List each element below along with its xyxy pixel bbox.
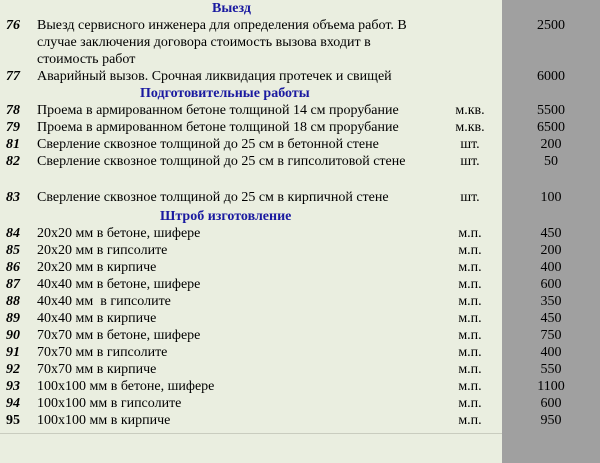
row-description: Проема в армированном бетоне толщиной 14 см прорубание (37, 103, 399, 118)
row-unit: м.п. (458, 260, 482, 275)
row-description: 70х70 мм в кирпиче (37, 362, 157, 377)
row-number: 81 (6, 137, 20, 152)
table-row (0, 310, 600, 327)
row-price: 450 (540, 311, 562, 326)
row-number: 83 (6, 190, 20, 205)
section-title: Штроб изготовление (160, 209, 292, 224)
row-price: 600 (540, 277, 562, 292)
row-price: 2500 (537, 18, 565, 33)
table-row (0, 68, 600, 85)
row-description: 20х20 мм в кирпиче (37, 260, 157, 275)
row-price: 450 (540, 226, 562, 241)
section-title: Выезд (212, 1, 251, 16)
row-description: Сверление сквозное толщиной до 25 см в бетонной стене (37, 137, 379, 152)
row-number: 84 (6, 226, 20, 241)
row-description: 100х100 мм в кирпиче (37, 413, 171, 428)
table-row (0, 412, 600, 429)
row-unit: м.п. (458, 362, 482, 377)
row-description: Сверление сквозное толщиной до 25 см в кирпичной стене (37, 190, 389, 205)
row-price: 200 (540, 243, 562, 258)
row-description: 70х70 мм в гипсолите (37, 345, 168, 360)
table-row (0, 378, 600, 395)
bottom-divider (0, 433, 502, 434)
row-unit: шт. (460, 154, 480, 169)
table-row (0, 327, 600, 344)
row-number: 78 (6, 103, 20, 118)
table-row (0, 361, 600, 378)
row-description: 20х20 мм в бетоне, шифере (37, 226, 201, 241)
row-unit: м.кв. (455, 120, 485, 135)
row-number: 77 (6, 69, 20, 84)
row-price: 400 (540, 260, 562, 275)
row-price: 1100 (537, 379, 565, 394)
row-unit: шт. (460, 190, 480, 205)
table-row (0, 344, 600, 361)
row-price: 6500 (537, 120, 565, 135)
table-row (0, 187, 600, 208)
row-unit: м.п. (458, 345, 482, 360)
row-price: 550 (540, 362, 562, 377)
row-number: 94 (6, 396, 20, 411)
row-unit: м.п. (458, 379, 482, 394)
table-row (0, 17, 600, 68)
row-unit: м.п. (458, 396, 482, 411)
section-heading-visit (0, 0, 600, 17)
table-row (0, 242, 600, 259)
row-price: 350 (540, 294, 562, 309)
row-description: Проема в армированном бетоне толщиной 18 см прорубание (37, 120, 399, 135)
row-price: 600 (540, 396, 562, 411)
row-price: 200 (540, 137, 562, 152)
row-price: 950 (540, 413, 562, 428)
row-description: 70х70 мм в бетоне, шифере (37, 328, 201, 343)
row-description: Сверление сквозное толщиной до 25 см в гипсолитовой стене (37, 154, 406, 169)
row-price: 50 (544, 154, 558, 169)
row-unit: шт. (460, 137, 480, 152)
row-unit: м.п. (458, 311, 482, 326)
section-title: Подготовительные работы (140, 86, 310, 101)
row-number: 90 (6, 328, 20, 343)
row-description: 40х40 мм в бетоне, шифере (37, 277, 201, 292)
row-number: 87 (6, 277, 20, 292)
row-number: 76 (6, 18, 20, 33)
row-number: 79 (6, 120, 20, 135)
table-row (0, 276, 600, 293)
table-row (0, 119, 600, 136)
table-row (0, 153, 600, 187)
row-number: 88 (6, 294, 20, 309)
row-unit: м.п. (458, 413, 482, 428)
row-description: Выезд сервисного инженера для определения объема работ. В случае заключения договора стоимость вызова входит в стоимость работ (37, 18, 407, 67)
row-number: 85 (6, 243, 20, 258)
row-number: 92 (6, 362, 20, 377)
row-description: Аварийный вызов. Срочная ликвидация протечек и свищей (37, 69, 392, 84)
row-number: 95 (6, 413, 20, 428)
row-price: 100 (540, 190, 562, 205)
row-unit: м.п. (458, 328, 482, 343)
row-unit: м.п. (458, 243, 482, 258)
row-number: 86 (6, 260, 20, 275)
row-price: 400 (540, 345, 562, 360)
row-description: 40х40 мм в гипсолите (37, 294, 171, 309)
row-unit: м.кв. (455, 103, 485, 118)
table-row (0, 395, 600, 412)
row-unit: м.п. (458, 294, 482, 309)
row-number: 89 (6, 311, 20, 326)
table-row (0, 136, 600, 153)
row-unit: м.п. (458, 226, 482, 241)
row-description: 100х100 мм в гипсолите (37, 396, 182, 411)
row-price: 6000 (537, 69, 565, 84)
row-price: 5500 (537, 103, 565, 118)
table-row (0, 293, 600, 310)
row-number: 91 (6, 345, 20, 360)
row-description: 100х100 мм в бетоне, шифере (37, 379, 215, 394)
section-heading-preparatory (0, 85, 600, 102)
section-heading-grooves (0, 208, 600, 225)
table-row (0, 102, 600, 119)
table-row (0, 259, 600, 276)
row-price: 750 (540, 328, 562, 343)
row-number: 82 (6, 154, 20, 169)
row-description: 40х40 мм в кирпиче (37, 311, 157, 326)
row-number: 93 (6, 379, 20, 394)
row-unit: м.п. (458, 277, 482, 292)
row-description: 20х20 мм в гипсолите (37, 243, 168, 258)
table-row (0, 225, 600, 242)
